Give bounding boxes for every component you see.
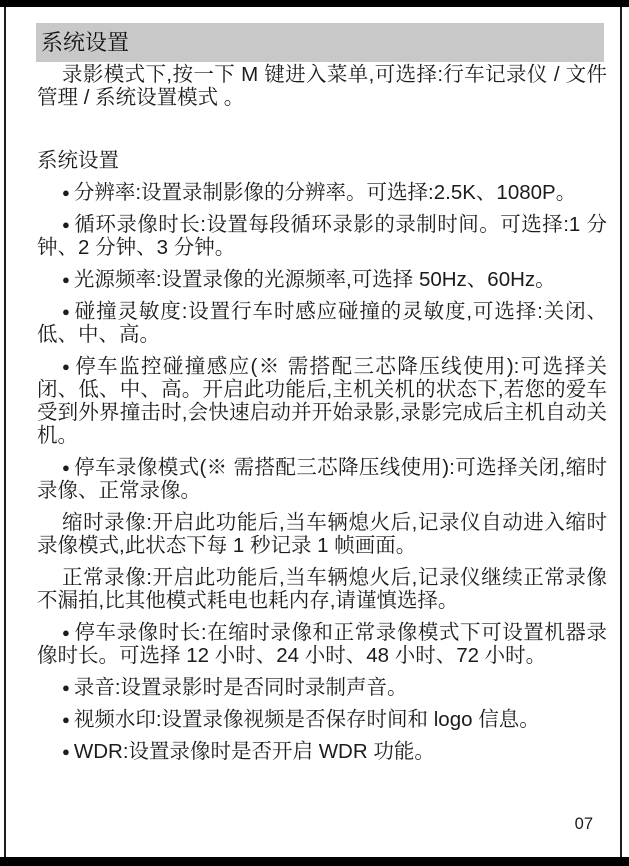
- bullet-text: 停车录像模式(※ 需搭配三芯降压线使用):可选择关闭,缩时录像、正常录像。: [37, 456, 607, 502]
- bullet-text: 光源频率:设置录像的光源频率,可选择 50Hz、60Hz。: [73, 268, 556, 291]
- bullet-icon: ●: [62, 680, 70, 695]
- page-border-left: [4, 7, 6, 857]
- bullet-item-parking-record-mode: [37, 456, 607, 502]
- paragraph-timelapse-record: 缩时录像:开启此功能后,当车辆熄火后,记录仪自动进入缩时录像模式,此状态下每 1 秒记录 1 帧画面。: [37, 511, 607, 557]
- bullet-icon: ●: [62, 185, 70, 200]
- bullet-item-collision-sensitivity: [37, 300, 607, 346]
- bullet-item-light-frequency: [37, 268, 607, 291]
- page-title: 系统设置: [41, 30, 130, 55]
- bullet-text: 录音:设置录影时是否同时录制声音。: [73, 676, 408, 699]
- bullet-text: 视频水印:设置录像视频是否保存时间和 logo 信息。: [73, 708, 540, 731]
- bullet-icon: ●: [62, 625, 71, 640]
- bullet-item-parking-monitor: [37, 355, 607, 447]
- bullet-item-resolution: [37, 181, 607, 204]
- intro-paragraph: 录影模式下,按一下 M 键进入菜单,可选择:行车记录仪 / 文件管理 / 系统设置模式 。: [37, 63, 607, 109]
- bullet-text: 停车录像时长:在缩时录像和正常录像模式下可设置机器录像时长。可选择 12 小时、24 小时、48 小时、72 小时。: [37, 621, 607, 667]
- bullet-item-video-watermark: [37, 708, 607, 731]
- bullet-item-loop-duration: [37, 213, 607, 259]
- bullet-icon: ●: [62, 272, 70, 287]
- page-number: 07: [574, 815, 593, 833]
- bullet-icon: ●: [62, 359, 72, 374]
- paragraph-normal-record: 正常录像:开启此功能后,当车辆熄火后,记录仪继续正常录像不漏拍,比其他模式耗电也耗内存,请谨慎选择。: [37, 566, 607, 612]
- bullet-text: 循环录像时长:设置每段循环录影的录制时间。可选择:1 分钟、2 分钟、3 分钟。: [37, 213, 607, 259]
- bullet-item-parking-record-duration: [37, 621, 607, 667]
- section-title-bar: [36, 23, 604, 62]
- bullet-text: 分辨率:设置录制影像的分辨率。可选择:2.5K、1080P。: [73, 181, 577, 204]
- page-body: [37, 63, 607, 763]
- bullet-item-audio-record: [37, 676, 607, 699]
- bullet-icon: ●: [62, 712, 70, 727]
- bullet-text: 停车监控碰撞感应(※ 需搭配三芯降压线使用):可选择关闭、低、中、高。开启此功能后,主机关机的状态下,若您的爱车受到外界撞击时,会快速启动并开始录影,录影完成后主机自动关机。: [37, 355, 607, 447]
- bullet-icon: ●: [62, 217, 71, 232]
- bullet-icon: ●: [62, 744, 70, 759]
- page-edge-bottom: [0, 857, 629, 866]
- page-border-right: [620, 7, 622, 857]
- section-subheading: 系统设置: [37, 149, 119, 172]
- bullet-item-wdr: [37, 740, 607, 763]
- page-edge-top: [0, 0, 629, 7]
- bullet-text: WDR:设置录像时是否开启 WDR 功能。: [73, 740, 435, 763]
- bullet-text: 碰撞灵敏度:设置行车时感应碰撞的灵敏度,可选择:关闭、低、中、高。: [37, 300, 607, 346]
- bullet-icon: ●: [62, 304, 71, 319]
- bullet-icon: ●: [62, 460, 71, 475]
